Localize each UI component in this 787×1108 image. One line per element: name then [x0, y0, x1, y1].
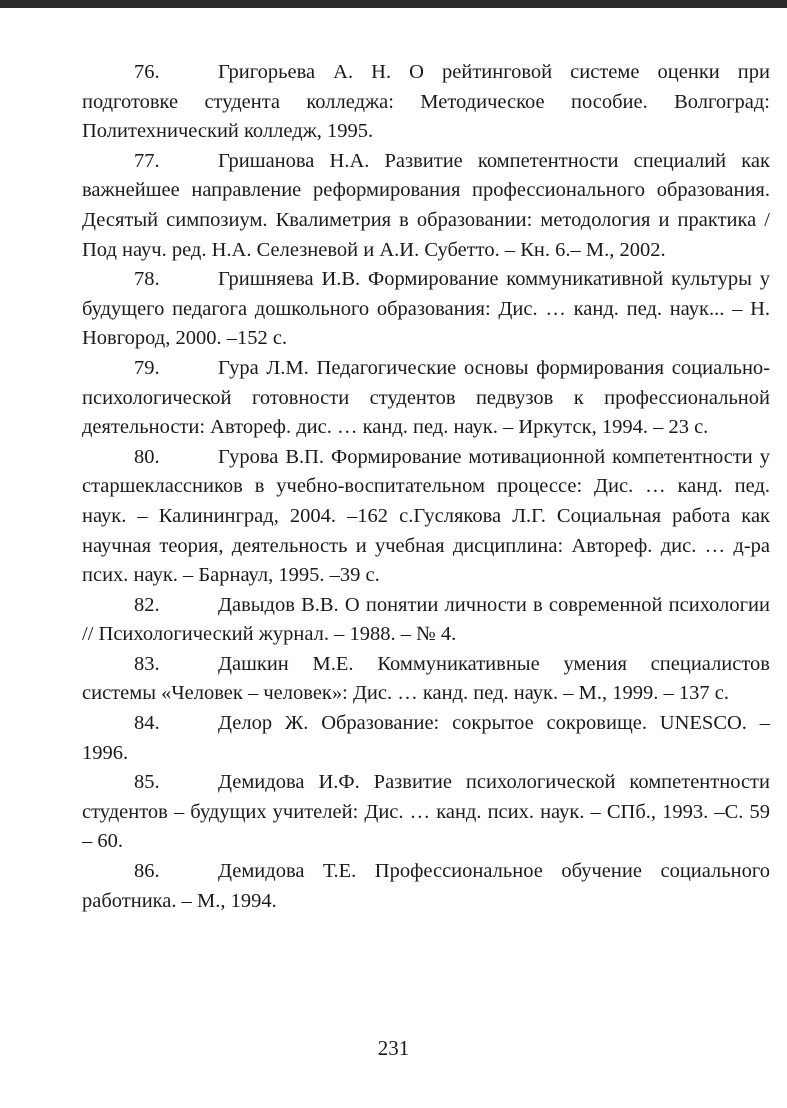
entry-text: Гришанова Н.А. Развитие компетентности специалий как важнейшее направление реформирования профессионального образования. Десятый симпозиум. Квалиметрия в образовании: методология и практика / Под науч. ред. Н.А. Селезневой и А.И. Субетто. – Кн. 6.– М., 2002.	[82, 149, 770, 261]
bibliography-entry-82	[82, 591, 770, 650]
bibliography-entry-85	[82, 768, 770, 857]
top-border-line	[0, 0, 787, 8]
page-number: 231	[377, 1036, 410, 1060]
bibliography-entry-86	[82, 857, 770, 916]
entry-text: Гура Л.М. Педагогические основы формирования социально-психологической готовности студентов педвузов к профессиональной деятельности: Автореф. дис. … канд. пед. наук. – Иркутск, 1994. – 23 с.	[82, 356, 770, 439]
entry-number: 86.	[134, 860, 160, 883]
entry-text: Делор Ж. Образование: сокрытое сокровище. UNESCO. – 1996.	[82, 712, 770, 764]
bibliography-entry-84	[82, 709, 770, 768]
entry-number: 80.	[134, 445, 160, 468]
entry-text: Дашкин М.Е. Коммуникативные умения специалистов системы «Человек – человек»: Дис. … канд. пед. наук. – М., 1999. – 137 с.	[82, 652, 770, 705]
entry-number: 85.	[134, 771, 160, 794]
bibliography-list	[82, 58, 770, 916]
bibliography-entry-76	[82, 58, 770, 147]
bibliography-entry-79	[82, 354, 770, 443]
entry-number: 84.	[134, 712, 160, 735]
entry-number: 78.	[134, 268, 160, 291]
bibliography-entry-83	[82, 650, 770, 709]
entry-text: Давыдов В.В. О понятии личности в современной психологии // Психологический журнал. – 1988. – № 4.	[82, 593, 770, 646]
entry-number: 77.	[134, 149, 160, 172]
entry-text: Демидова Т.Е. Профессиональное обучение социального работника. – М., 1994.	[82, 860, 770, 912]
entry-number: 82.	[134, 593, 160, 616]
entry-text: Демидова И.Ф. Развитие психологической компетентности студентов – будущих учителей: Дис. … канд. псих. наук. – СПб., 1993. –С. 59 – 60.	[82, 771, 770, 853]
entry-number: 76.	[134, 61, 160, 83]
bibliography-entry-80	[82, 443, 770, 591]
entry-text: Гурова В.П. Формирование мотивационной компетентности у старшеклассников в учебно-воспитательном процессе: Дис. … канд. пед. наук. – Калининград, 2004. –162 с.Гуслякова Л.Г. Социальная работа как научная теория, деятельность и учебная дисциплина: Автореф. дис. … д-ра псих. наук. – Барнаул, 1995. –39 с.	[82, 445, 770, 587]
bibliography-entry-78	[82, 265, 770, 354]
entry-number: 83.	[134, 652, 160, 675]
entry-text: Гришняева И.В. Формирование коммуникативной культуры у будущего педагога дошкольного образования: Дис. … канд. пед. наук... – Н. Новгород, 2000. –152 с.	[82, 268, 770, 350]
entry-text: Григорьева А. Н. О рейтинговой системе оценки при подготовке студента колледжа: Методическое пособие. Волгоград: Политехнический колледж, 1995.	[82, 61, 770, 143]
entry-number: 79.	[134, 356, 160, 379]
bibliography-entry-77	[82, 147, 770, 265]
